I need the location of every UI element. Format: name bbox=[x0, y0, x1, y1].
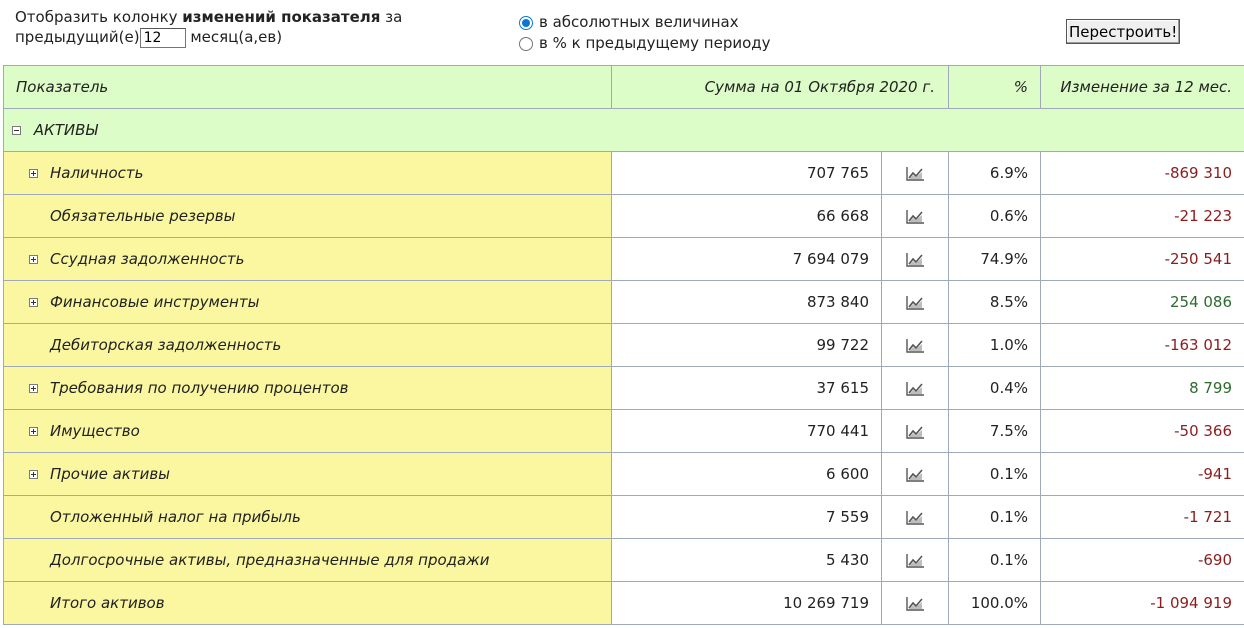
change-cell: -1 721 bbox=[1041, 496, 1244, 539]
controls-bar bbox=[0, 0, 1244, 64]
radio-absolute-label[interactable]: в абсолютных величинах bbox=[539, 13, 739, 31]
percent-cell: 0.1% bbox=[949, 496, 1041, 539]
change-cell: -869 310 bbox=[1041, 152, 1244, 195]
table-row bbox=[4, 281, 1244, 324]
chart-cell[interactable] bbox=[882, 367, 949, 410]
line-chart-icon[interactable] bbox=[905, 338, 925, 354]
sum-cell: 99 722 bbox=[612, 324, 882, 367]
line-chart-icon[interactable] bbox=[905, 295, 925, 311]
line-chart-icon[interactable] bbox=[905, 553, 925, 569]
indicator-name: Финансовые инструменты bbox=[50, 293, 260, 311]
plus-box-icon[interactable] bbox=[29, 470, 38, 479]
chart-cell[interactable] bbox=[882, 582, 949, 625]
percent-cell: 0.1% bbox=[949, 539, 1041, 582]
change-cell: -941 bbox=[1041, 453, 1244, 496]
header-sum[interactable]: Сумма на 01 Октября 2020 г. bbox=[612, 66, 949, 109]
sum-cell: 66 668 bbox=[612, 195, 882, 238]
sum-cell: 10 269 719 bbox=[612, 582, 882, 625]
chart-cell[interactable] bbox=[882, 496, 949, 539]
indicator-name: Итого активов bbox=[50, 594, 165, 612]
percent-cell: 6.9% bbox=[949, 152, 1041, 195]
percent-cell: 0.1% bbox=[949, 453, 1041, 496]
percent-cell: 7.5% bbox=[949, 410, 1041, 453]
table-row bbox=[4, 453, 1244, 496]
header-change[interactable]: Изменение за 12 мес. bbox=[1041, 66, 1244, 109]
line-chart-icon[interactable] bbox=[905, 596, 925, 612]
chart-cell[interactable] bbox=[882, 152, 949, 195]
percent-cell: 0.6% bbox=[949, 195, 1041, 238]
percent-cell: 74.9% bbox=[949, 238, 1041, 281]
sum-cell: 873 840 bbox=[612, 281, 882, 324]
table-header-row bbox=[4, 66, 1244, 109]
indicator-name: Наличность bbox=[50, 164, 144, 182]
table-row bbox=[4, 496, 1244, 539]
radio-percent-label[interactable]: в % к предыдущему периоду bbox=[539, 34, 771, 52]
radio-percent[interactable] bbox=[519, 37, 533, 51]
change-cell: -690 bbox=[1041, 539, 1244, 582]
radio-percent-row[interactable] bbox=[519, 33, 771, 54]
indicator-cell bbox=[4, 582, 612, 625]
chart-cell[interactable] bbox=[882, 539, 949, 582]
chart-cell[interactable] bbox=[882, 238, 949, 281]
plus-box-icon[interactable] bbox=[29, 169, 38, 178]
percent-cell: 1.0% bbox=[949, 324, 1041, 367]
chart-cell[interactable] bbox=[882, 195, 949, 238]
indicator-cell bbox=[4, 324, 612, 367]
change-cell: 254 086 bbox=[1041, 281, 1244, 324]
sum-cell: 37 615 bbox=[612, 367, 882, 410]
change-cell: -21 223 bbox=[1041, 195, 1244, 238]
indicator-cell[interactable] bbox=[4, 152, 612, 195]
plus-box-icon[interactable] bbox=[29, 427, 38, 436]
indicator-name: Дебиторская задолженность bbox=[50, 336, 282, 354]
change-cell: -163 012 bbox=[1041, 324, 1244, 367]
line-chart-icon[interactable] bbox=[905, 166, 925, 182]
chart-cell[interactable] bbox=[882, 453, 949, 496]
table-row bbox=[4, 324, 1244, 367]
table-row bbox=[4, 238, 1244, 281]
balance-table bbox=[3, 65, 1244, 625]
months-input[interactable] bbox=[140, 28, 186, 48]
chart-cell[interactable] bbox=[882, 324, 949, 367]
group-cell[interactable] bbox=[4, 109, 1244, 152]
display-mode-radios bbox=[519, 12, 771, 54]
radio-absolute-row[interactable] bbox=[519, 12, 771, 33]
plus-box-icon[interactable] bbox=[29, 255, 38, 264]
indicator-name: Ссудная задолженность bbox=[50, 250, 245, 268]
table-row bbox=[4, 410, 1244, 453]
indicator-cell[interactable] bbox=[4, 410, 612, 453]
line-chart-icon[interactable] bbox=[905, 424, 925, 440]
line-chart-icon[interactable] bbox=[905, 510, 925, 526]
minus-box-icon[interactable] bbox=[12, 126, 21, 135]
line-chart-icon[interactable] bbox=[905, 381, 925, 397]
plus-box-icon[interactable] bbox=[29, 298, 38, 307]
table-row bbox=[4, 152, 1244, 195]
table-row bbox=[4, 539, 1244, 582]
months-control bbox=[15, 7, 402, 48]
indicator-cell[interactable] bbox=[4, 453, 612, 496]
indicator-cell bbox=[4, 496, 612, 539]
change-cell: -1 094 919 bbox=[1041, 582, 1244, 625]
indicator-name: Обязательные резервы bbox=[50, 207, 236, 225]
sum-cell: 7 559 bbox=[612, 496, 882, 539]
change-cell: -250 541 bbox=[1041, 238, 1244, 281]
months-label-line2: предыдущий(е)12 месяц(а,ев) bbox=[15, 27, 402, 48]
indicator-cell[interactable] bbox=[4, 238, 612, 281]
group-row-assets[interactable] bbox=[4, 109, 1244, 152]
months-label-line1: Отобразить колонку изменений показателя за bbox=[15, 8, 403, 26]
percent-cell: 100.0% bbox=[949, 582, 1041, 625]
sum-cell: 770 441 bbox=[612, 410, 882, 453]
line-chart-icon[interactable] bbox=[905, 252, 925, 268]
indicator-name: Требования по получению процентов bbox=[50, 379, 349, 397]
sum-cell: 707 765 bbox=[612, 152, 882, 195]
indicator-cell bbox=[4, 539, 612, 582]
sum-cell: 5 430 bbox=[612, 539, 882, 582]
line-chart-icon[interactable] bbox=[905, 467, 925, 483]
indicator-cell[interactable] bbox=[4, 281, 612, 324]
table-row bbox=[4, 367, 1244, 410]
chart-cell[interactable] bbox=[882, 410, 949, 453]
indicator-name: Отложенный налог на прибыль bbox=[50, 508, 301, 526]
indicator-name: Прочие активы bbox=[50, 465, 171, 483]
sum-cell: 7 694 079 bbox=[612, 238, 882, 281]
chart-cell[interactable] bbox=[882, 281, 949, 324]
table-row bbox=[4, 582, 1244, 625]
indicator-cell bbox=[4, 195, 612, 238]
radio-absolute[interactable] bbox=[519, 16, 533, 30]
percent-cell: 0.4% bbox=[949, 367, 1041, 410]
indicator-name: Долгосрочные активы, предназначенные для продажи bbox=[50, 551, 490, 569]
indicator-cell[interactable] bbox=[4, 367, 612, 410]
rebuild-button[interactable]: Перестроить! bbox=[1066, 19, 1180, 44]
indicator-name: Имущество bbox=[50, 422, 140, 440]
table-body bbox=[4, 109, 1244, 625]
line-chart-icon[interactable] bbox=[905, 209, 925, 225]
sum-cell: 6 600 bbox=[612, 453, 882, 496]
table-row bbox=[4, 195, 1244, 238]
change-cell: 8 799 bbox=[1041, 367, 1244, 410]
plus-box-icon[interactable] bbox=[29, 384, 38, 393]
change-cell: -50 366 bbox=[1041, 410, 1244, 453]
header-indicator[interactable]: Показатель bbox=[4, 66, 612, 109]
group-label: АКТИВЫ bbox=[33, 121, 98, 140]
percent-cell: 8.5% bbox=[949, 281, 1041, 324]
header-percent[interactable]: % bbox=[949, 66, 1041, 109]
